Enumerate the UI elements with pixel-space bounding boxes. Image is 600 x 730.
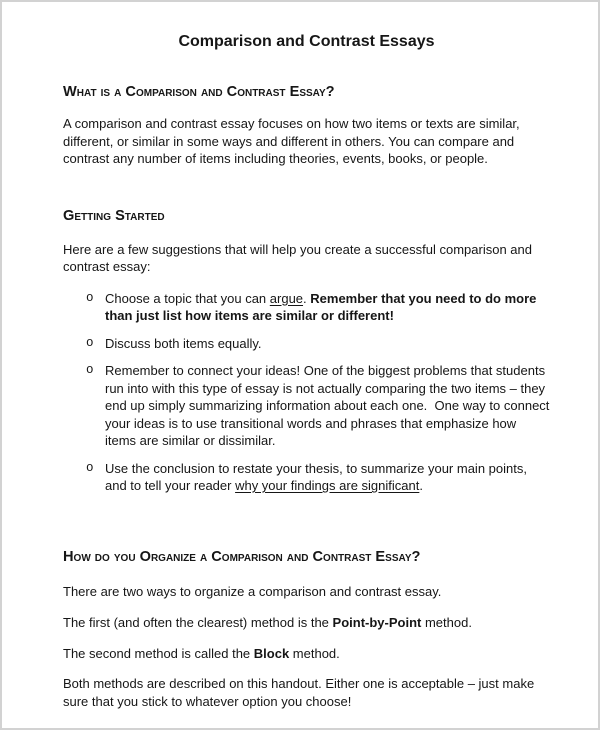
suggestions-bullet-list — [63, 290, 554, 495]
text-run: method. — [421, 615, 472, 630]
bullet-text — [105, 290, 550, 325]
paragraph-suggestions-intro: Here are a few suggestions that will help you create a successful comparison and contrast essay: — [63, 241, 536, 274]
paragraph-first-method — [63, 614, 550, 632]
bullet-text — [105, 460, 550, 495]
text-run: Remember to connect your ideas! One of the biggest problems that students run into with this type of essay is not actually comparing the two items – they end up simply summarizing information about each one. One way to connect your ideas is to use transitional words and phrases that emphasize how items are similar or dissimilar. — [105, 363, 554, 448]
text-run: The second method is called the — [63, 645, 254, 661]
heading-getting-started: Getting Started — [63, 207, 165, 224]
text-run: The first (and often the clearest) method is the — [63, 615, 333, 630]
paragraph-what-is-body: A comparison and contrast essay focuses on how two items or texts are similar, different, or similar in some ways and different in others. You can compare and contrast any number of items including theories, events, books, or people. — [63, 116, 524, 166]
underlined-text-significant: why your findings are significant — [235, 478, 420, 493]
text-run: . — [303, 290, 311, 306]
bullet-item-conclusion — [63, 460, 550, 495]
text-run: . — [419, 478, 423, 493]
paragraph-two-ways: There are two ways to organize a comparison and contrast essay. — [63, 583, 442, 599]
paragraph-second-method — [63, 645, 550, 663]
bullet-item-discuss-equally — [63, 335, 550, 353]
bullet-marker: o — [86, 290, 94, 305]
underlined-text-argue: argue — [269, 290, 304, 306]
bullet-marker: o — [86, 363, 94, 377]
bullet-text — [105, 335, 550, 353]
text-run: Discuss both items equally. — [105, 335, 262, 351]
text-run: Choose a topic that you can — [105, 290, 270, 306]
document-title: Comparison and Contrast Essays — [178, 33, 435, 50]
text-run: method. — [289, 645, 340, 661]
heading-organize: How do you Organize a Comparison and Contrast Essay? — [63, 548, 421, 565]
heading-what-is: What is a Comparison and Contrast Essay? — [63, 84, 335, 100]
bullet-text — [105, 362, 554, 450]
text-run: Use the conclusion to restate your thesis, to summarize your main points, and to tell your reader — [105, 460, 531, 493]
bullet-item-choose-topic — [63, 290, 550, 325]
paragraph-both-methods: Both methods are described on this handout. Either one is acceptable – just make sure that you stick to whatever option you choose! — [63, 676, 538, 709]
bullet-marker: o — [86, 460, 94, 475]
bold-text-point-by-point: Point-by-Point — [332, 615, 422, 630]
bullet-item-connect-ideas — [63, 362, 554, 450]
bold-text-remember: Remember that you need to do more than just list how items are similar or different! — [105, 290, 540, 323]
bold-text-block: Block — [253, 645, 290, 661]
bullet-marker: o — [86, 335, 94, 350]
